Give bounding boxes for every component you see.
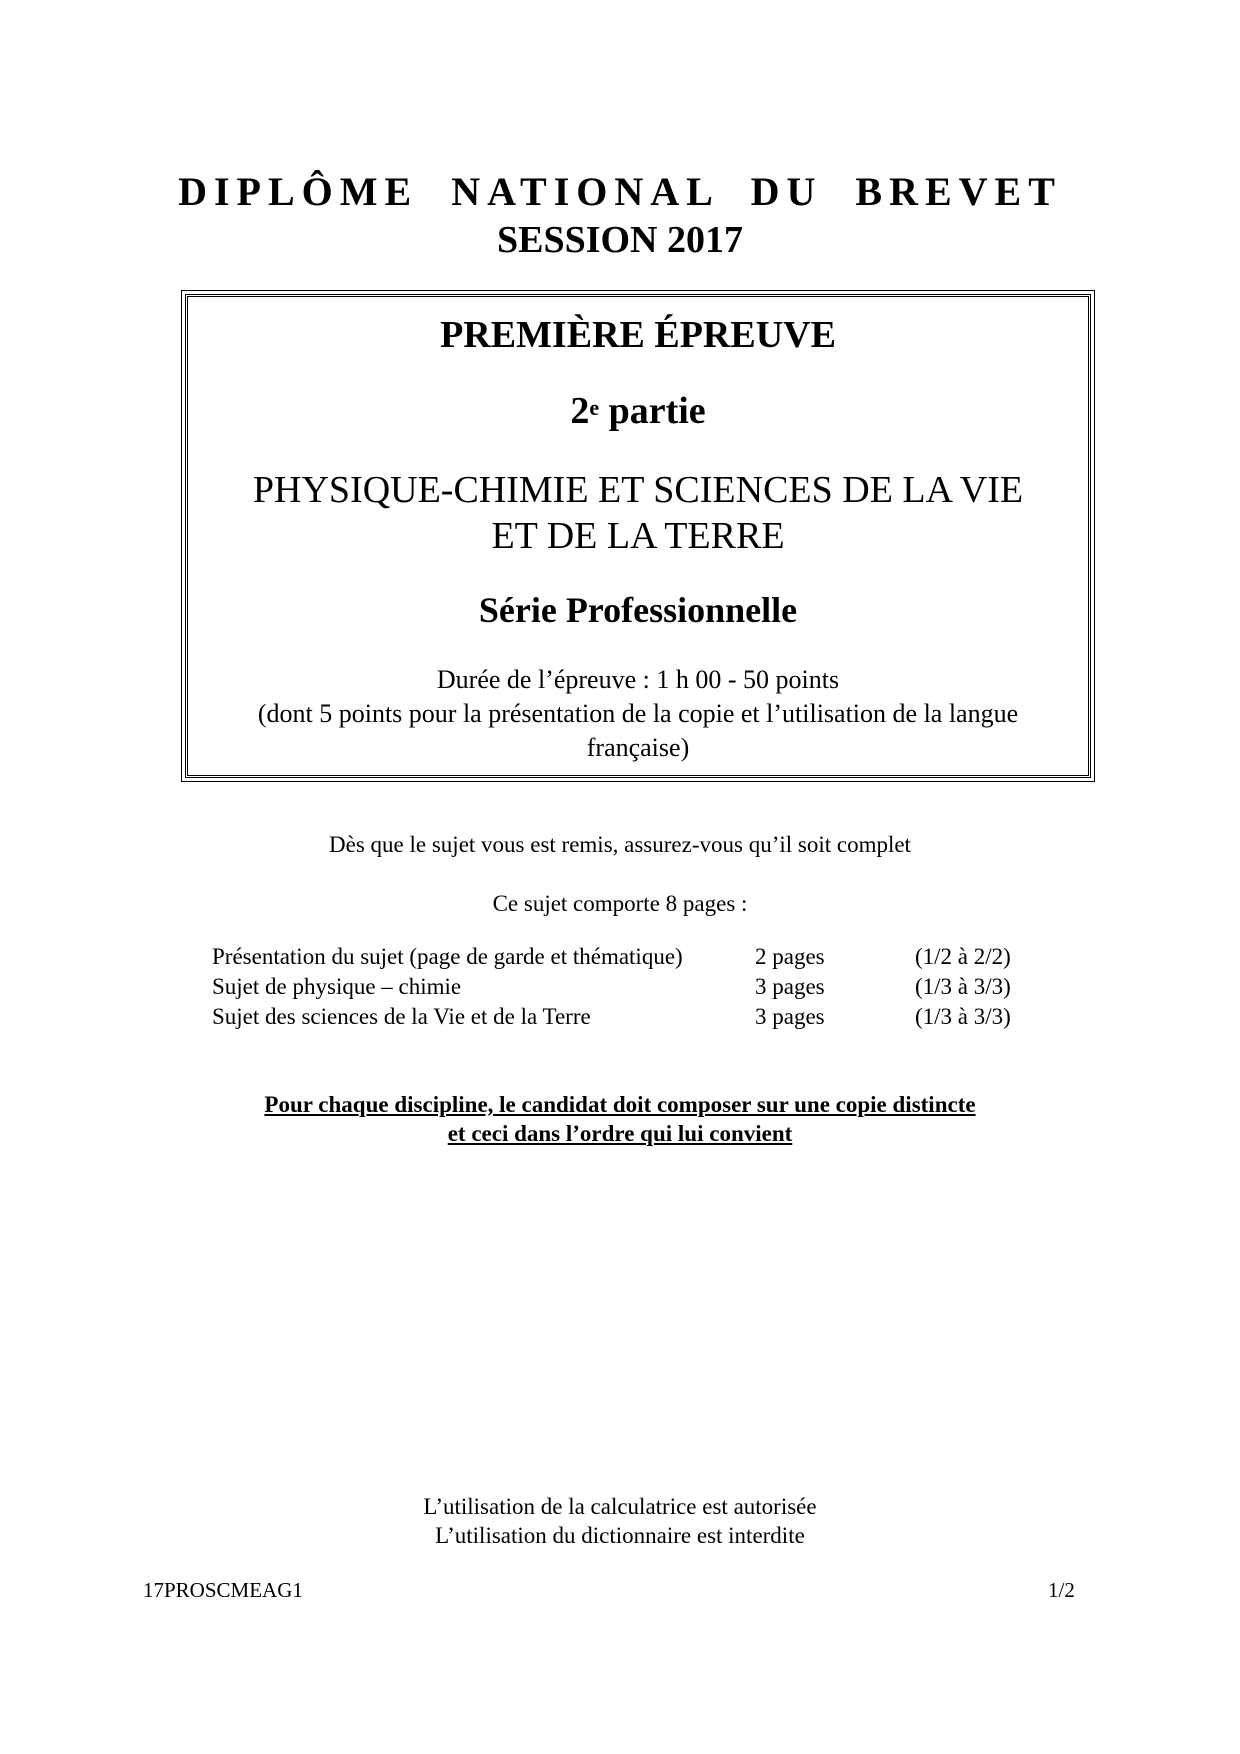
toc-description: Sujet de physique – chimie	[212, 974, 462, 999]
table-row	[212, 1004, 1032, 1034]
diploma-title: DIPLÔME NATIONAL DU BREVET	[178, 169, 1062, 214]
pages-table	[212, 944, 1032, 1034]
subject-title-line-2: ET DE LA TERRE	[491, 515, 785, 557]
table-row	[212, 944, 1032, 974]
usage-rules	[0, 1492, 1240, 1550]
toc-page-range: (1/3 à 3/3)	[915, 1004, 1011, 1029]
table-row	[212, 974, 1032, 1004]
partie-title	[188, 389, 1088, 433]
discipline-instruction	[0, 1090, 1240, 1148]
calculator-rule: L’utilisation de la calculatrice est autorisée	[423, 1494, 817, 1519]
toc-page-count: 2 pages	[755, 944, 825, 969]
serie-title: Série Professionnelle	[478, 590, 798, 630]
discipline-instruction-line-1: Pour chaque discipline, le candidat doit composer sur une copie distincte	[264, 1092, 976, 1117]
partie-superscript: e	[589, 395, 600, 420]
toc-page-range: (1/3 à 3/3)	[915, 974, 1011, 999]
toc-page-count: 3 pages	[755, 974, 825, 999]
discipline-instruction-line-2: et ceci dans l’ordre qui lui convient	[447, 1121, 793, 1146]
scoring-line-2: française)	[586, 733, 690, 762]
epreuve-title: PREMIÈRE ÉPREUVE	[440, 314, 836, 356]
toc-page-count: 3 pages	[755, 1004, 825, 1029]
toc-page-range: (1/2 à 2/2)	[915, 944, 1011, 969]
subject-title	[188, 467, 1088, 559]
dictionary-rule: L’utilisation du dictionnaire est interdite	[435, 1523, 805, 1548]
duration-line: Durée de l’épreuve : 1 h 00 - 50 points	[436, 665, 840, 694]
partie-number: 2	[570, 390, 590, 432]
exam-code: 17PROSCMEAG1	[143, 1578, 303, 1602]
completeness-instruction: Dès que le sujet vous est remis, assurez-vous qu’il soit complet	[329, 832, 911, 857]
page-number: 1/2	[1048, 1578, 1075, 1602]
subject-title-line-1: PHYSIQUE-CHIMIE ET SCIENCES DE LA VIE	[252, 469, 1024, 511]
exam-info-box	[185, 294, 1091, 778]
session-title: SESSION 2017	[496, 219, 744, 261]
toc-description: Présentation du sujet (page de garde et thématique)	[212, 944, 683, 969]
page-count-note: Ce sujet comporte 8 pages :	[492, 891, 748, 916]
partie-word: partie	[599, 390, 706, 432]
toc-description: Sujet des sciences de la Vie et de la Terre	[212, 1004, 591, 1029]
duration-info	[188, 663, 1088, 765]
scoring-line-1: (dont 5 points pour la présentation de la copie et l’utilisation de la langue	[257, 699, 1019, 728]
